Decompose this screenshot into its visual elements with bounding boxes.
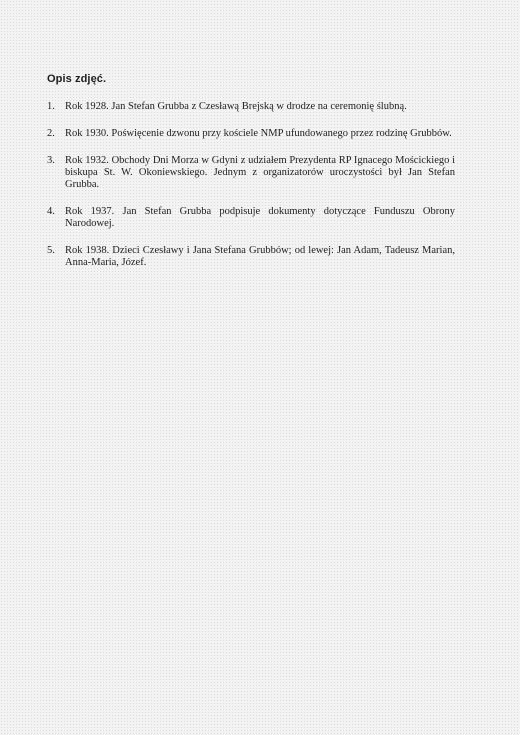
caption-text: Rok 1932. Obchody Dni Morza w Gdyni z udziałem Prezydenta RP Ignacego Mościckiego i biskupa St. W. Okoniewskiego. Jednym z organizatorów uroczystości był Jan Stefan Grubba. [65, 155, 455, 190]
caption-item [47, 155, 455, 191]
caption-number: 1. [47, 101, 55, 112]
caption-text: Rok 1938. Dzieci Czesławy i Jana Stefana Grubbów; od lewej: Jan Adam, Tadeusz Marian, Anna-Maria, Józef. [65, 245, 455, 268]
caption-number: 4. [47, 206, 55, 217]
caption-text: Rok 1930. Poświęcenie dzwonu przy kościele NMP ufundowanego przez rodzinę Grubbów. [65, 128, 452, 139]
caption-number: 5. [47, 245, 55, 256]
caption-list [47, 101, 455, 269]
caption-item [47, 206, 455, 230]
caption-item [47, 128, 455, 140]
document-title: Opis zdjęć. [47, 73, 107, 85]
caption-number: 3. [47, 155, 55, 166]
caption-number: 2. [47, 128, 55, 139]
caption-item [47, 245, 455, 269]
caption-text: Rok 1928. Jan Stefan Grubba z Czesławą Brejską w drodze na ceremonię ślubną. [65, 101, 407, 112]
caption-item [47, 101, 455, 113]
caption-text: Rok 1937. Jan Stefan Grubba podpisuje dokumenty dotyczące Funduszu Obrony Narodowej. [65, 206, 455, 229]
